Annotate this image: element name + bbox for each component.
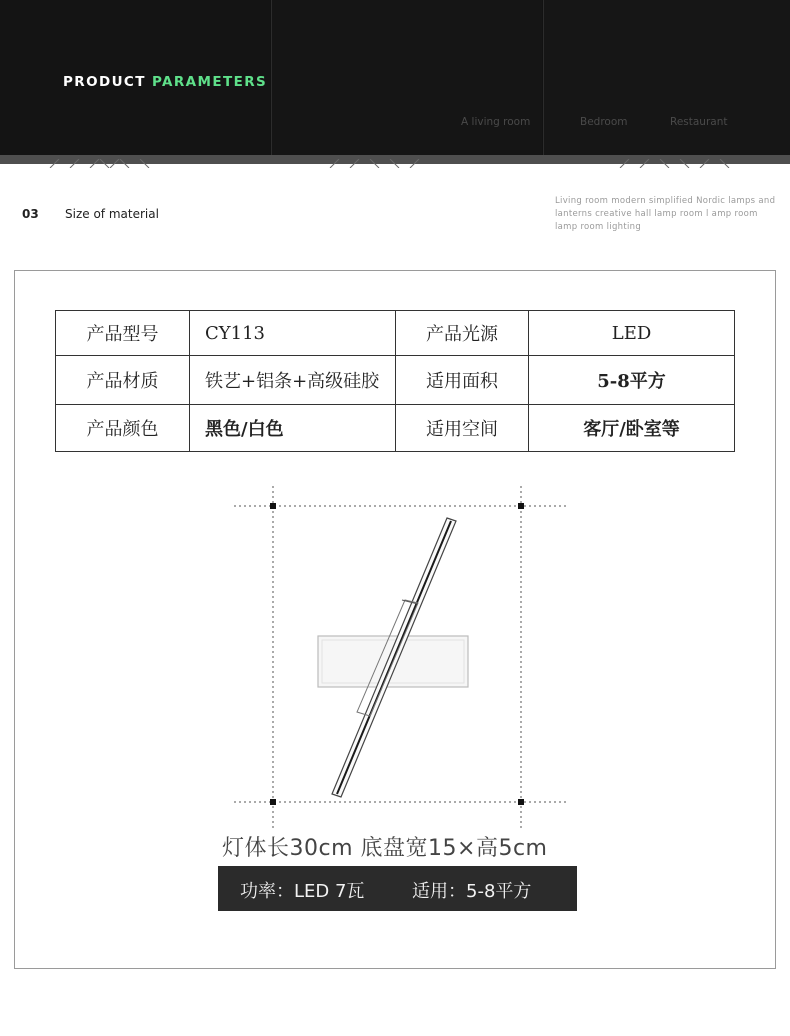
spec-label: 适用面积 (396, 356, 529, 405)
room-tag-restaurant: Restaurant (670, 116, 728, 128)
spec-label: 产品型号 (56, 311, 190, 356)
power-info-bar (218, 866, 577, 911)
spec-value: 客厅/卧室等 (529, 405, 735, 452)
section-number: 03 (22, 207, 39, 221)
room-tag-living-room: A living room (461, 116, 531, 128)
spec-label: 适用空间 (396, 405, 529, 452)
room-tag-bedroom: Bedroom (580, 116, 628, 128)
spec-label: 产品颜色 (56, 405, 190, 452)
title-accent: PARAMETERS (151, 74, 268, 90)
spec-value: LED (529, 311, 735, 356)
spec-label: 产品材质 (56, 356, 190, 405)
title-main: PRODUCT (63, 74, 146, 90)
spec-value: CY113 (190, 311, 396, 356)
section-description: Living room modern simplified Nordic lamps and lanterns creative hall lamp room l amp room lamp room lighting (555, 196, 776, 232)
applicable-area-text: 适用：5-8平方 (412, 881, 532, 902)
section-title: Size of material (65, 207, 159, 221)
dimension-caption: 灯体长30cm 底盘宽15×高5cm (222, 836, 548, 861)
spec-value: 黑色/白色 (190, 405, 396, 452)
spec-value: 5-8平方 (529, 356, 735, 405)
spec-value: 铁艺+铝条+高级硅胶 (190, 356, 396, 405)
spec-label: 产品光源 (396, 311, 529, 356)
power-text: 功率：LED 7瓦 (240, 881, 365, 902)
